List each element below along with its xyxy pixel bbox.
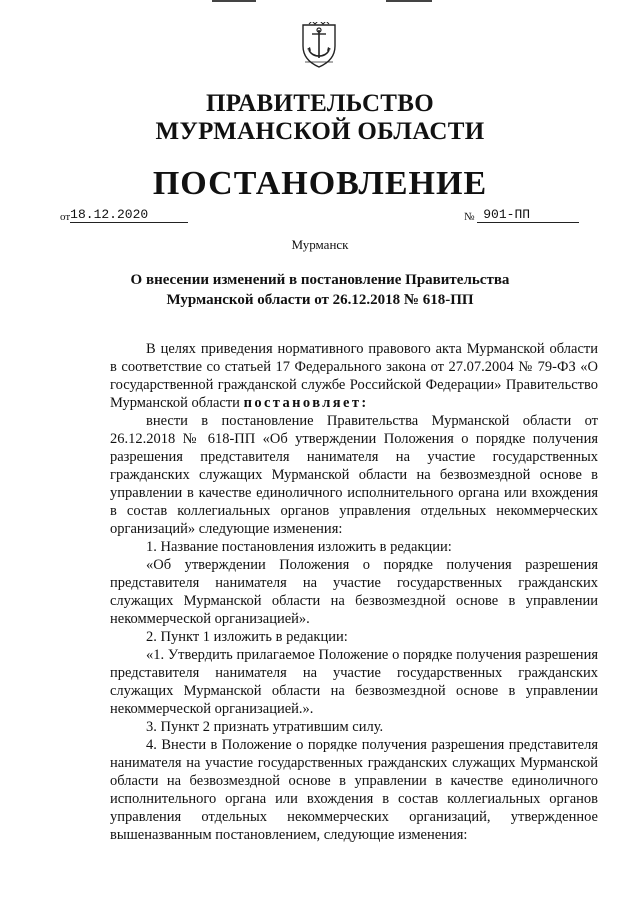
keyword-decrees: постановляет: <box>243 395 369 411</box>
subject-line1: О внесении изменений в постановление Правительства <box>130 272 510 288</box>
body-paragraph-2: 1. Название постановления изложить в редакции: <box>146 539 452 555</box>
body-paragraph-5: «1. Утвердить прилагаемое Положение о порядке получения разрешения представителя нанимателя на участие государственных гражданских служащих Мурманской области на безвозмездной основе в управлении некоммерческой организацией.». <box>110 647 598 717</box>
subject-line2: Мурманской области от 26.12.2018 № 618-ПП <box>166 292 474 308</box>
government-name-line1: ПРАВИТЕЛЬСТВО <box>206 90 434 117</box>
date-field <box>60 207 188 223</box>
body-paragraph-7: 4. Внести в Положение о порядке получения разрешения представителя нанимателя на участие государственных гражданских служащих Мурманской области на безвозмездной основе в управлении в качестве единоличного исполнительного органа или вхождения в состав коллегиальных органов управления отдельных некоммерческих организаций, утвержденное вышеназванным постановлением, следующие изменения: <box>110 737 598 843</box>
body-paragraph-3: «Об утверждении Положения о порядке получения разрешения представителя нанимателя на участие государственных гражданских служащих Мурманской области на безвозмездной основе в управлении некоммерческой организацией». <box>110 557 598 627</box>
decree-body <box>110 340 598 844</box>
government-name-line2: МУРМАНСКОЙ ОБЛАСТИ <box>155 118 485 145</box>
date-value: 18.12.2020 <box>70 207 188 223</box>
scan-top-line-left <box>212 0 256 2</box>
number-prefix: № <box>464 211 475 223</box>
decree-subject <box>0 270 640 310</box>
body-paragraph-1: внести в постановление Правительства Мурманской области от 26.12.2018 № 618-ПП «Об утверждении Положения о порядке получения разрешения представителя нанимателя на участие государственных гражданских служащих Мурманской области на безвозмездной основе в управлении в качестве единоличного исполнительного органа или вхождения в состав коллегиальных органов управления отдельных некоммерческих организаций» следующие изменения: <box>110 413 598 537</box>
body-paragraph-intro: В целях приведения нормативного правового акта Мурманской области в соответствие со статьей 17 Федерального закона от 27.07.2004 № 79-ФЗ «О государственной гражданской службе Российской Федерации» Правительство Мурманской области постановляет: <box>110 341 598 411</box>
number-value: 901-ПП <box>477 207 579 223</box>
city-name: Мурманск <box>291 237 349 252</box>
scan-top-line-right <box>386 0 432 2</box>
date-prefix: от <box>60 211 71 223</box>
body-paragraph-6: 3. Пункт 2 признать утратившим силу. <box>146 719 384 735</box>
decree-type-title: ПОСТАНОВЛЕНИЕ <box>152 165 488 202</box>
murmansk-coat-of-arms-icon <box>300 22 338 68</box>
body-paragraph-4: 2. Пункт 1 изложить в редакции: <box>146 629 348 645</box>
number-field <box>464 207 579 223</box>
